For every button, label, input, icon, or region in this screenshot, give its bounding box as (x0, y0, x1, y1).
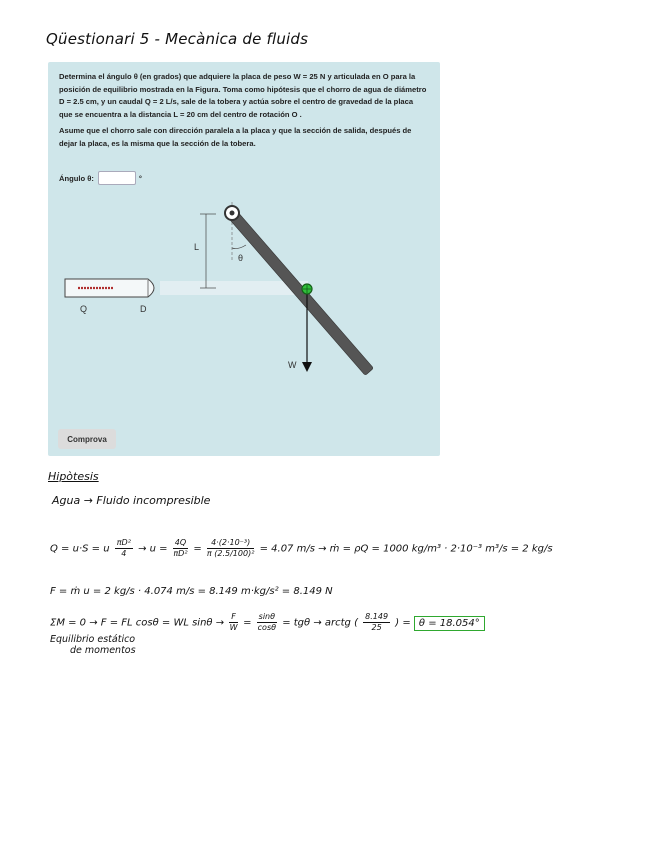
eq3-den: W (229, 623, 238, 632)
result-box: θ = 18.054° (414, 616, 485, 631)
page-title: Qüestionari 5 - Mecànica de fluids (46, 30, 309, 48)
eq1-part-a: Q = u·S = u (50, 543, 110, 555)
eq1-fraction-area (115, 538, 133, 559)
eq1-num: πD² (116, 538, 131, 547)
equation-velocity-mass-flow (50, 538, 553, 559)
eq3-part-d: = (243, 617, 252, 629)
hypothesis-line: Agua → Fluido incompresible (52, 494, 211, 507)
question-paragraph-2: Asume que el chorro sale con dirección paralela a la placa y que la sección de salida, después de dejar la placa, es la misma que la sección de la tobera. (59, 126, 412, 148)
plate-figure (48, 62, 440, 456)
equation-moment-balance (50, 612, 485, 633)
moment-balance-note (50, 634, 136, 656)
eq1-fraction-numeric (207, 538, 255, 559)
eq1-part-d: → u = (138, 543, 168, 555)
eq3-part-a: ΣM = 0 → F = FL cosθ = WL sinθ → (50, 617, 225, 629)
hypothesis-heading: Hipòtesis (48, 470, 99, 483)
note-line-2: de momentos (70, 645, 136, 656)
eq3-fraction-trig (257, 612, 277, 633)
eq3-den2: cosθ (257, 623, 277, 632)
angle-unit: ° (138, 173, 142, 183)
eq3-fraction-numeric (363, 612, 390, 633)
label-theta: θ (238, 253, 244, 263)
question-paragraph-1: Determina el ángulo θ (en grados) que adquiere la placa de peso W = 25 N y articulada en O para la posición de equilibrio mostrada en la Figura. Toma como hipótesis que el chorro de agua de diámetro D = 2.5 cm, y un caudal Q = 2 L/s, sale de la tobera y actúa sobre el centro de gravedad de la placa que se encuentra a la distancia L = 20 cm del centro de rotación O . (59, 72, 427, 119)
eq3-part-j: ) = (395, 617, 411, 629)
label-q: Q (80, 304, 88, 314)
eq1-den3: π (2.5/100)² (206, 549, 255, 558)
note-line-1: Equilibrio estático (50, 634, 136, 645)
eq3-part-g: = tgθ → arctg ( (282, 617, 358, 629)
eq3-den3: 25 (371, 623, 382, 632)
eq3-num: F (231, 612, 236, 621)
angle-label: Ángulo θ: (59, 173, 94, 183)
label-l: L (194, 242, 200, 252)
check-button[interactable]: Comprova (58, 429, 116, 449)
theta-arc (232, 245, 246, 249)
pivot-center (230, 211, 235, 216)
equation-force: F = ṁ u = 2 kg/s · 4.074 m/s = 8.149 m·kg/s² = 8.149 N (50, 586, 333, 597)
eq1-part-g: = (193, 543, 202, 555)
label-w: W (288, 360, 297, 370)
question-panel (48, 62, 440, 456)
eq1-num2: 4Q (174, 538, 187, 547)
eq1-part-j: = 4.07 m/s → ṁ = ρQ = 1000 kg/m³ · 2·10⁻³ m³/s = 2 kg/s (259, 543, 553, 555)
weight-arrow-head (302, 362, 312, 372)
eq1-fraction-velocity (173, 538, 188, 559)
eq3-num2: sinθ (258, 612, 276, 621)
label-d: D (140, 304, 147, 314)
eq1-den: 4 (121, 549, 127, 558)
eq1-den2: πD² (173, 549, 188, 558)
eq3-num3: 8.149 (365, 612, 389, 621)
eq1-num3: 4·(2·10⁻³) (207, 538, 255, 549)
eq3-fraction-fw (229, 612, 238, 633)
